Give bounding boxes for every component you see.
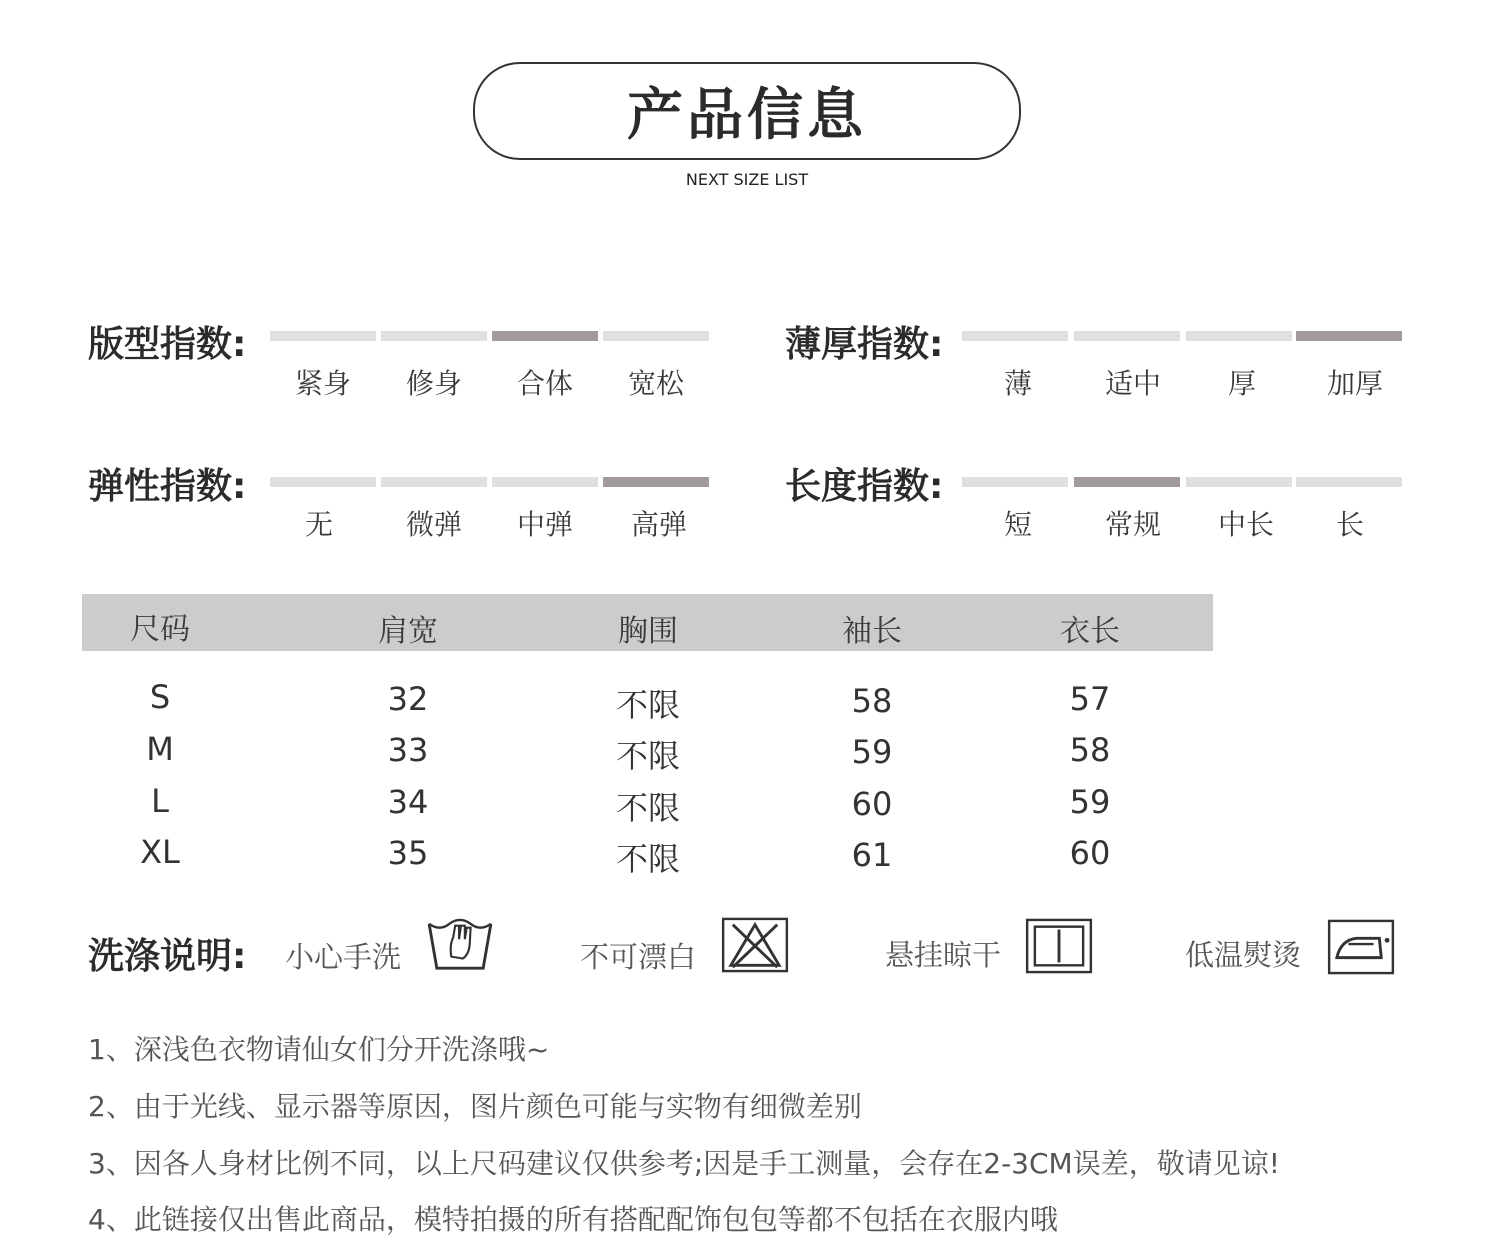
table-cell: 33 <box>387 731 429 769</box>
wash-label-hang-dry: 悬挂晾干 <box>885 938 1002 972</box>
fit-bar-1 <box>270 331 376 341</box>
thickness-option: 厚 <box>1227 367 1256 400</box>
table-cell: S <box>149 678 171 716</box>
low-iron-icon <box>1327 919 1395 975</box>
table-cell: 58 <box>1069 731 1111 769</box>
length-option: 常规 <box>1104 508 1161 541</box>
elasticity-bar-2 <box>381 477 487 487</box>
elasticity-option: 高弹 <box>630 508 687 541</box>
table-cell: 不限 <box>615 789 680 827</box>
thickness-option: 适中 <box>1104 367 1161 400</box>
length-index-label: 长度指数: <box>785 466 944 507</box>
fit-option: 紧身 <box>294 367 351 400</box>
table-cell: XL <box>140 833 180 871</box>
table-cell: 不限 <box>615 686 680 724</box>
wash-label-low-iron: 低温熨烫 <box>1185 938 1302 972</box>
table-cell: 不限 <box>615 840 680 878</box>
note-line: 3、因各人身材比例不同，以上尺码建议仅供参考;因是手工测量，会存在2-3CM误差，敬请见谅! <box>88 1147 1280 1180</box>
wash-label-hand-wash: 小心手洗 <box>285 940 402 974</box>
elasticity-option: 中弹 <box>516 508 573 541</box>
length-option: 中长 <box>1217 508 1274 541</box>
table-cell: 58 <box>851 682 893 720</box>
length-bar-4 <box>1296 477 1402 487</box>
elasticity-bar-3 <box>492 477 598 487</box>
length-bar-1 <box>962 477 1068 487</box>
thickness-bar-2 <box>1074 331 1180 341</box>
fit-bar-4 <box>603 331 709 341</box>
table-cell: 59 <box>851 733 893 771</box>
fit-bar-3 <box>492 331 598 341</box>
hang-dry-icon <box>1025 918 1093 974</box>
length-option: 短 <box>1003 508 1032 541</box>
note-line: 4、此链接仅出售此商品，模特拍摄的所有搭配配饰包包等都不包括在衣服内哦 <box>88 1203 1058 1236</box>
elasticity-bar-1 <box>270 477 376 487</box>
table-cell: 不限 <box>615 737 680 775</box>
thickness-option: 薄 <box>1003 367 1032 400</box>
table-cell: 34 <box>387 783 429 821</box>
table-cell: 59 <box>1069 783 1111 821</box>
table-cell: L <box>151 782 169 820</box>
elasticity-bar-4 <box>603 477 709 487</box>
no-bleach-icon <box>721 917 789 973</box>
table-cell: 35 <box>387 834 429 872</box>
table-cell: 57 <box>1069 680 1111 718</box>
elasticity-index-label: 弹性指数: <box>88 466 247 507</box>
table-header-size: 尺码 <box>130 612 190 647</box>
elasticity-option: 无 <box>304 508 333 541</box>
table-header-chest: 胸围 <box>618 614 678 649</box>
thickness-bar-1 <box>962 331 1068 341</box>
table-cell: M <box>146 730 174 768</box>
wash-label-no-bleach: 不可漂白 <box>580 940 697 974</box>
table-header-sleeve: 袖长 <box>842 614 902 649</box>
thickness-option: 加厚 <box>1326 367 1383 400</box>
table-header-shoulder: 肩宽 <box>378 614 438 649</box>
fit-option: 合体 <box>516 367 573 400</box>
table-header-length: 衣长 <box>1060 614 1120 649</box>
thickness-bar-4 <box>1296 331 1402 341</box>
elasticity-option: 微弹 <box>405 508 462 541</box>
page-title: 产品信息 <box>473 62 1021 160</box>
table-cell: 61 <box>851 836 893 874</box>
length-option: 长 <box>1335 508 1364 541</box>
note-line: 2、由于光线、显示器等原因，图片颜色可能与实物有细微差别 <box>88 1090 862 1123</box>
thickness-bar-3 <box>1186 331 1292 341</box>
table-cell: 60 <box>851 785 893 823</box>
length-bar-3 <box>1186 477 1292 487</box>
fit-bar-2 <box>381 331 487 341</box>
page-subtitle: NEXT SIZE LIST <box>685 170 809 189</box>
note-line: 1、深浅色衣物请仙女们分开洗涤哦~ <box>88 1033 550 1066</box>
fit-index-label: 版型指数: <box>88 324 247 365</box>
thickness-index-label: 薄厚指数: <box>785 324 944 365</box>
washing-title: 洗涤说明: <box>88 936 247 977</box>
table-cell: 32 <box>387 680 429 718</box>
length-bar-2 <box>1074 477 1180 487</box>
fit-option: 宽松 <box>627 367 684 400</box>
fit-option: 修身 <box>405 367 462 400</box>
table-cell: 60 <box>1069 834 1111 872</box>
hand-wash-icon <box>426 918 494 974</box>
